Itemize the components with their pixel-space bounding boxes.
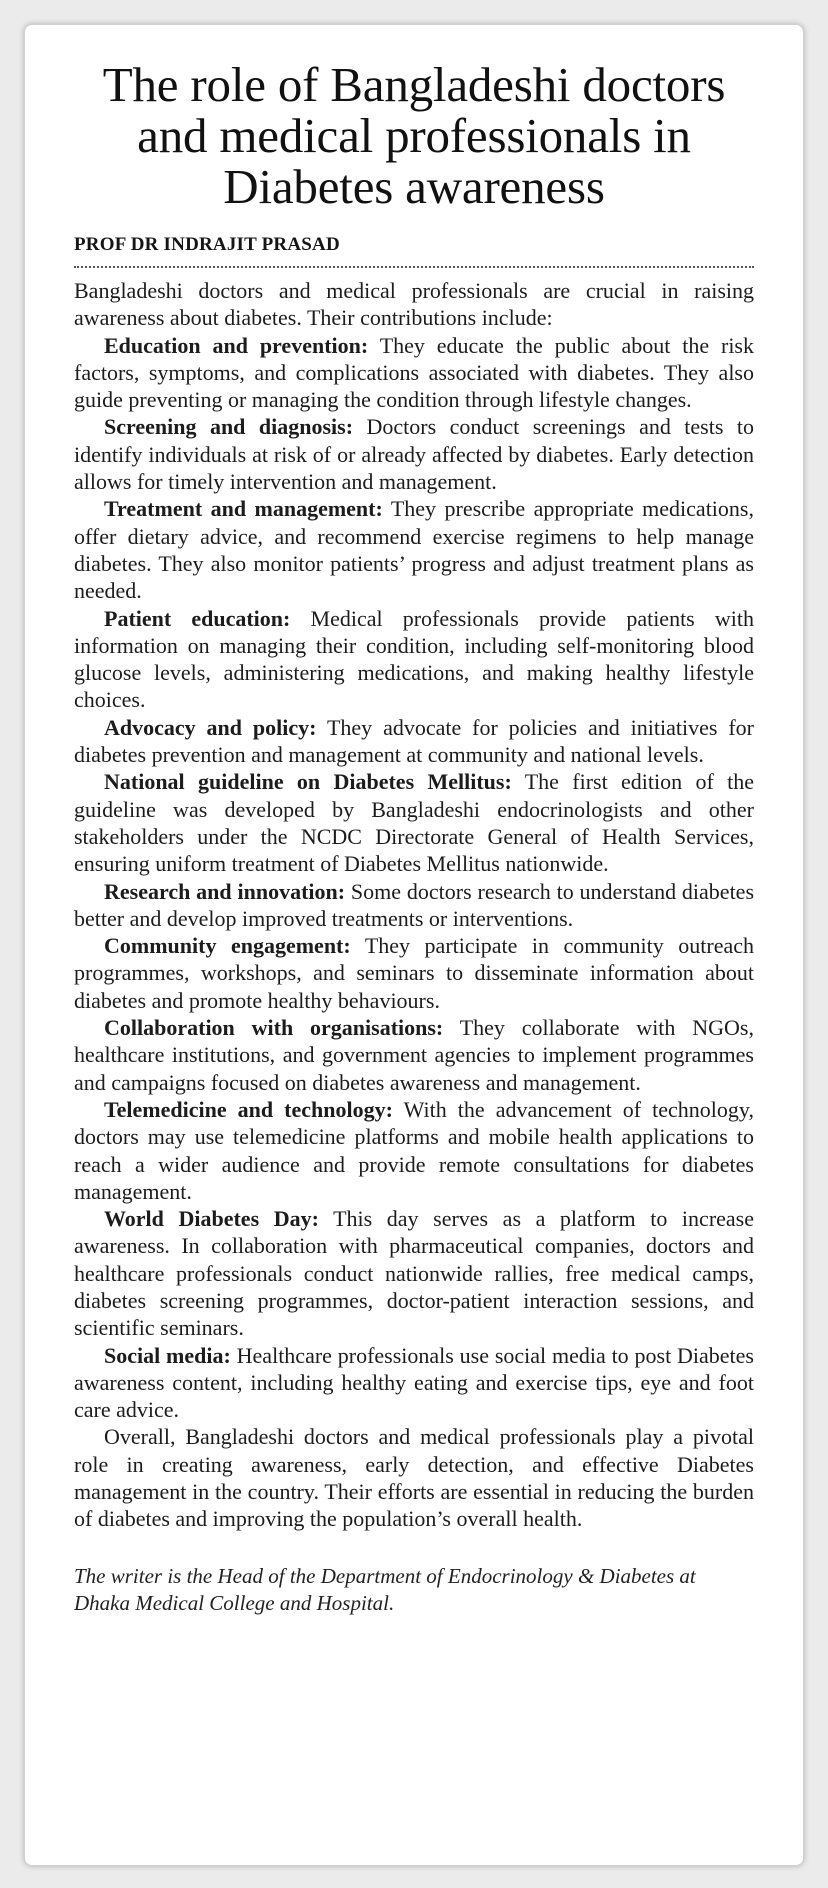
item-text: This day serves as a platform to increase awareness. In collaboration with pharmaceutical companies, doctors and healthcare professionals conduct nationwide rallies, free medical camps, diabetes screening programmes, doctor-patient interaction sessions, and scientific seminars. <box>74 1206 754 1341</box>
list-item <box>74 714 754 769</box>
item-text: They prescribe appropriate medications, offer dietary advice, and recommend exercise regimens to help manage diabetes. They also monitor patients’ progress and adjust treatment plans as needed. <box>74 496 754 604</box>
list-item <box>74 932 754 1014</box>
item-lead: Screening and diagnosis: <box>104 414 354 440</box>
author-footnote: The writer is the Head of the Department of Endocrinology & Diabetes at Dhaka Medical College and Hospital. <box>74 1563 696 1615</box>
item-lead: Education and prevention: <box>104 332 369 358</box>
list-item <box>74 495 754 604</box>
list-item <box>74 878 754 933</box>
item-text: They participate in community outreach programmes, workshops, and seminars to disseminate information about diabetes and promote healthy behaviours. <box>74 933 754 1013</box>
item-text: They advocate for policies and initiatives for diabetes prevention and management at community and national levels. <box>74 714 754 768</box>
article-title: The role of Bangladeshi doctors and medical professionals in Diabetes awareness <box>102 57 726 214</box>
list-item <box>74 1342 754 1424</box>
list-item <box>74 1205 754 1341</box>
item-lead: National guideline on Diabetes Mellitus: <box>104 769 512 795</box>
item-lead: Collaboration with organisations: <box>104 1015 444 1041</box>
item-text: They collaborate with NGOs, healthcare institutions, and government agencies to implement programmes and campaigns focused on diabetes awareness and management. <box>74 1015 754 1095</box>
item-lead: Telemedicine and technology: <box>104 1096 393 1122</box>
article-card <box>24 24 804 1866</box>
list-item <box>74 768 754 877</box>
closing-paragraph: Overall, Bangladeshi doctors and medical professionals play a pivotal role in creating awareness, early detection, and effective Diabetes management in the country. Their efforts are essential in reducing the burden of diabetes and improving the population’s overall health. <box>74 1424 754 1532</box>
author-byline: PROF DR INDRAJIT PRASAD <box>74 234 754 268</box>
list-item <box>74 332 754 414</box>
item-text: Healthcare professionals use social media to post Diabetes awareness content, including healthy eating and exercise tips, eye and foot care advice. <box>74 1342 754 1423</box>
list-item <box>74 1096 754 1205</box>
list-item <box>74 1014 754 1096</box>
item-lead: Treatment and management: <box>104 496 383 522</box>
item-text: The first edition of the guideline was developed by Bangladeshi endocrinologists and other stakeholders under the NCDC Directorate General of Health Services, ensuring uniform treatment of Diabetes Mellitus nationwide. <box>74 769 754 877</box>
item-text: Doctors conduct screenings and tests to identify individuals at risk of or already affected by diabetes. Early detection allows for timely intervention and management. <box>74 414 754 495</box>
item-lead: Community engagement: <box>104 933 351 959</box>
item-lead: Research and innovation: <box>104 878 346 904</box>
item-text: Medical professionals provide patients with information on managing their condition, including self-monitoring blood glucose levels, administering medications, and making healthy lifestyle choices. <box>74 605 755 713</box>
list-item <box>74 605 754 714</box>
item-text: They educate the public about the risk factors, symptoms, and complications associated with diabetes. They also guide preventing or managing the condition through lifestyle changes. <box>74 332 754 413</box>
item-text: Some doctors research to understand diabetes better and develop improved treatments or interventions. <box>74 878 755 931</box>
item-lead: Advocacy and policy: <box>104 714 317 740</box>
item-lead: World Diabetes Day: <box>104 1206 319 1232</box>
list-item <box>74 413 754 495</box>
item-lead: Social media: <box>104 1342 231 1368</box>
intro-paragraph: Bangladeshi doctors and medical professionals are crucial in raising awareness about diabetes. Their contributions include: <box>74 278 754 331</box>
item-lead: Patient education: <box>104 605 291 631</box>
item-text: With the advancement of technology, doctors may use telemedicine platforms and mobile health applications to reach a wider audience and provide remote consultations for diabetes management. <box>74 1096 754 1204</box>
article-body <box>74 277 754 1533</box>
